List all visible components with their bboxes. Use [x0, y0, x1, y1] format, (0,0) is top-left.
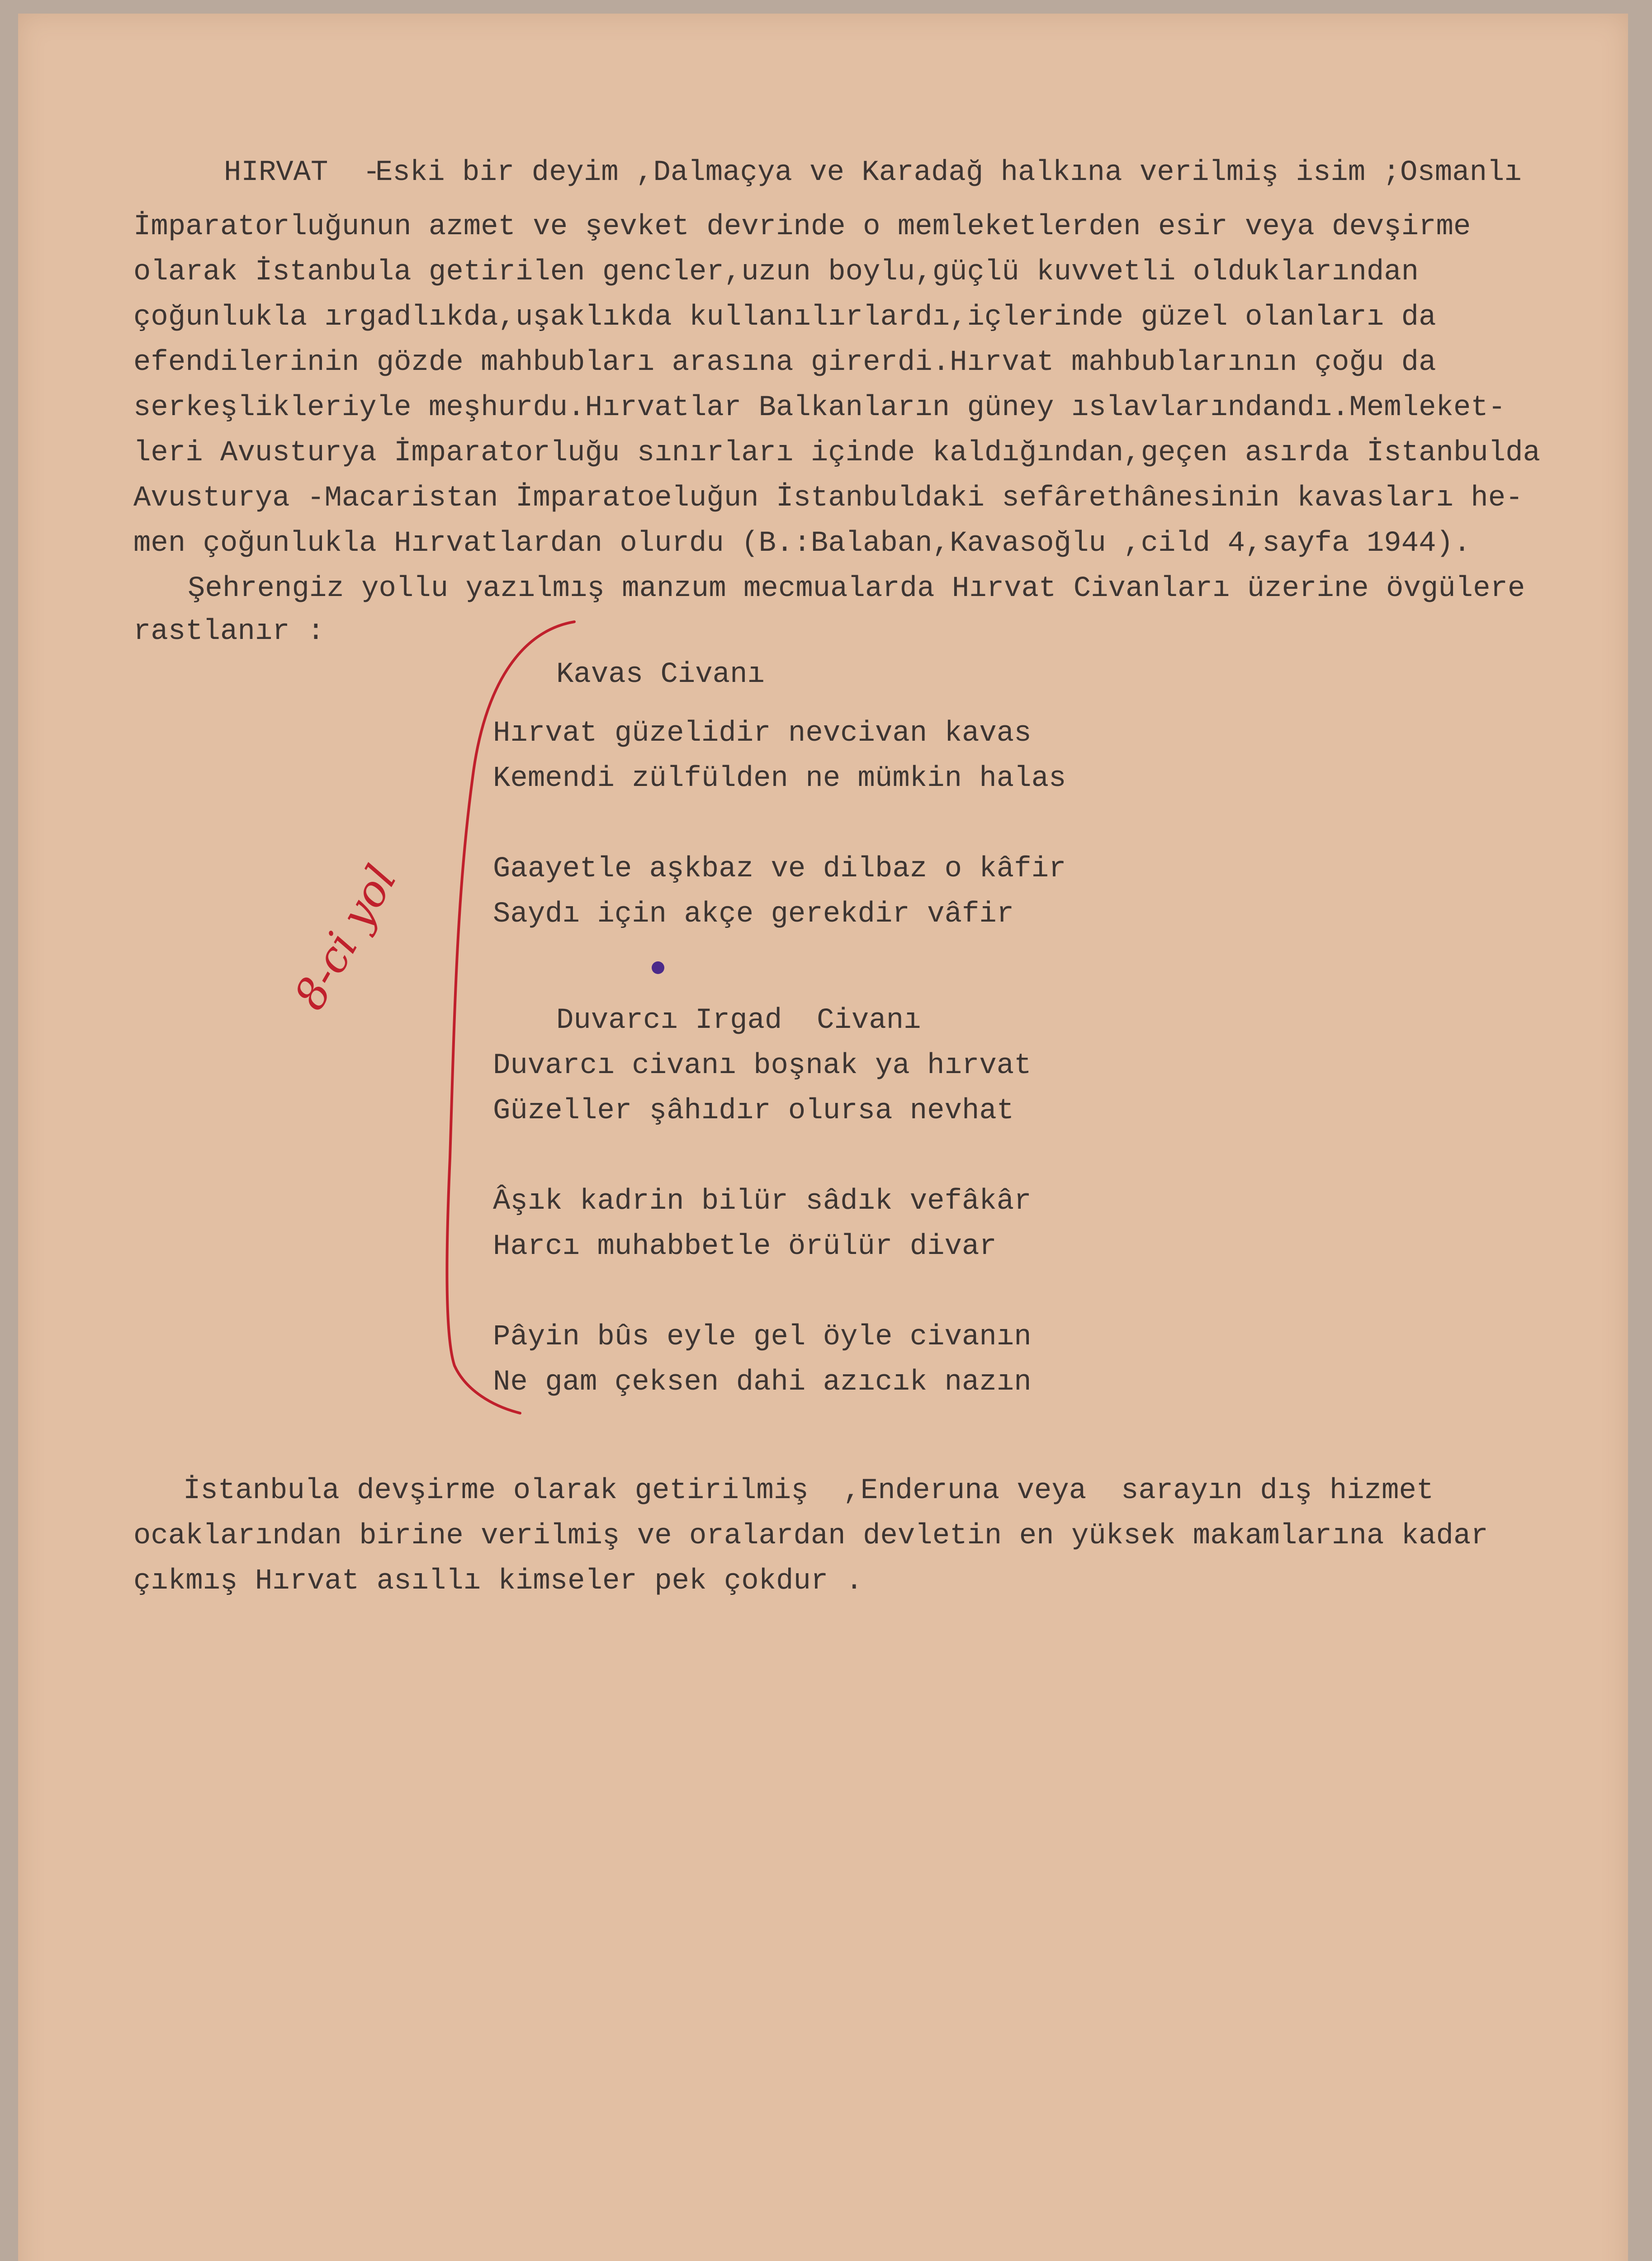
verse-line: Güzeller şâhıdır olursa nevhat	[493, 1095, 1014, 1127]
verse-line: Pâyin bûs eyle gel öyle civanın	[493, 1321, 1032, 1353]
margin-note: 8-ci yol	[284, 857, 407, 1018]
verse-line: Ne gam çeksen dahi azıcık nazın	[493, 1366, 1032, 1399]
verse-line: Hırvat güzelidir nevcivan kavas	[493, 717, 1032, 750]
definition-line: olarak İstanbula getirilen gencler,uzun boylu,güçlü kuvvetli olduklarından	[133, 256, 1419, 289]
closing-line: İstanbula devşirme olarak getirilmiş ,Enderuna veya sarayın dış hizmet	[183, 1475, 1434, 1507]
verse-line: Gaayetle aşkbaz ve dilbaz o kâfir	[493, 853, 1066, 885]
definition-line: Eski bir deyim ,Dalmaçya ve Karadağ halkına verilmiş isim ;Osmanlı	[375, 156, 1522, 189]
document-page	[18, 14, 1628, 2261]
definition-line: efendilerinin gözde mahbubları arasına girerdi.Hırvat mahbublarının çoğu da	[133, 346, 1436, 379]
poem-title: Kavas Civanı	[556, 658, 765, 691]
definition-line: men çoğunlukla Hırvatlardan olurdu (B.:Balaban,Kavasoğlu ,cild 4,sayfa 1944).	[133, 527, 1471, 560]
verse-line: Âşık kadrin bilür sâdık vefâkâr	[493, 1185, 1032, 1218]
poem-title: Duvarcı Irgad Civanı	[556, 1004, 921, 1037]
definition-line: serkeşlikleriyle meşhurdu.Hırvatlar Balkanların güney ıslavlarındandı.Memleket-	[133, 392, 1506, 424]
definition-line: çoğunlukla ırgadlıkda,uşaklıkda kullanılırlardı,içlerinde güzel olanları da	[133, 301, 1436, 334]
definition-line: Avusturya -Macaristan İmparatoeluğun İstanbuldaki sefârethânesinin kavasları he-	[133, 482, 1523, 515]
closing-line: çıkmış Hırvat asıllı kimseler pek çokdur .	[133, 1565, 863, 1598]
verse-line: Harcı muhabbetle örülür divar	[493, 1230, 997, 1263]
entry-heading: HIRVAT -	[224, 156, 380, 189]
verse-line: Kemendi zülfülden ne mümkin halas	[493, 762, 1066, 795]
verse-line: Duvarcı civanı boşnak ya hırvat	[493, 1050, 1032, 1082]
verse-line: Saydı için akçe gerekdir vâfir	[493, 898, 1014, 931]
intro-line: Şehrengiz yollu yazılmış manzum mecmualarda Hırvat Civanları üzerine övgülere	[188, 572, 1525, 605]
definition-line: İmparatorluğunun azmet ve şevket devrinde o memleketlerden esir veya devşirme	[133, 211, 1471, 243]
closing-line: ocaklarından birine verilmiş ve oralardan devletin en yüksek makamlarına kadar	[133, 1520, 1488, 1552]
definition-line: leri Avusturya İmparatorluğu sınırları içinde kaldığından,geçen asırda İstanbulda	[133, 437, 1540, 469]
intro-line: rastlanır :	[133, 615, 325, 648]
